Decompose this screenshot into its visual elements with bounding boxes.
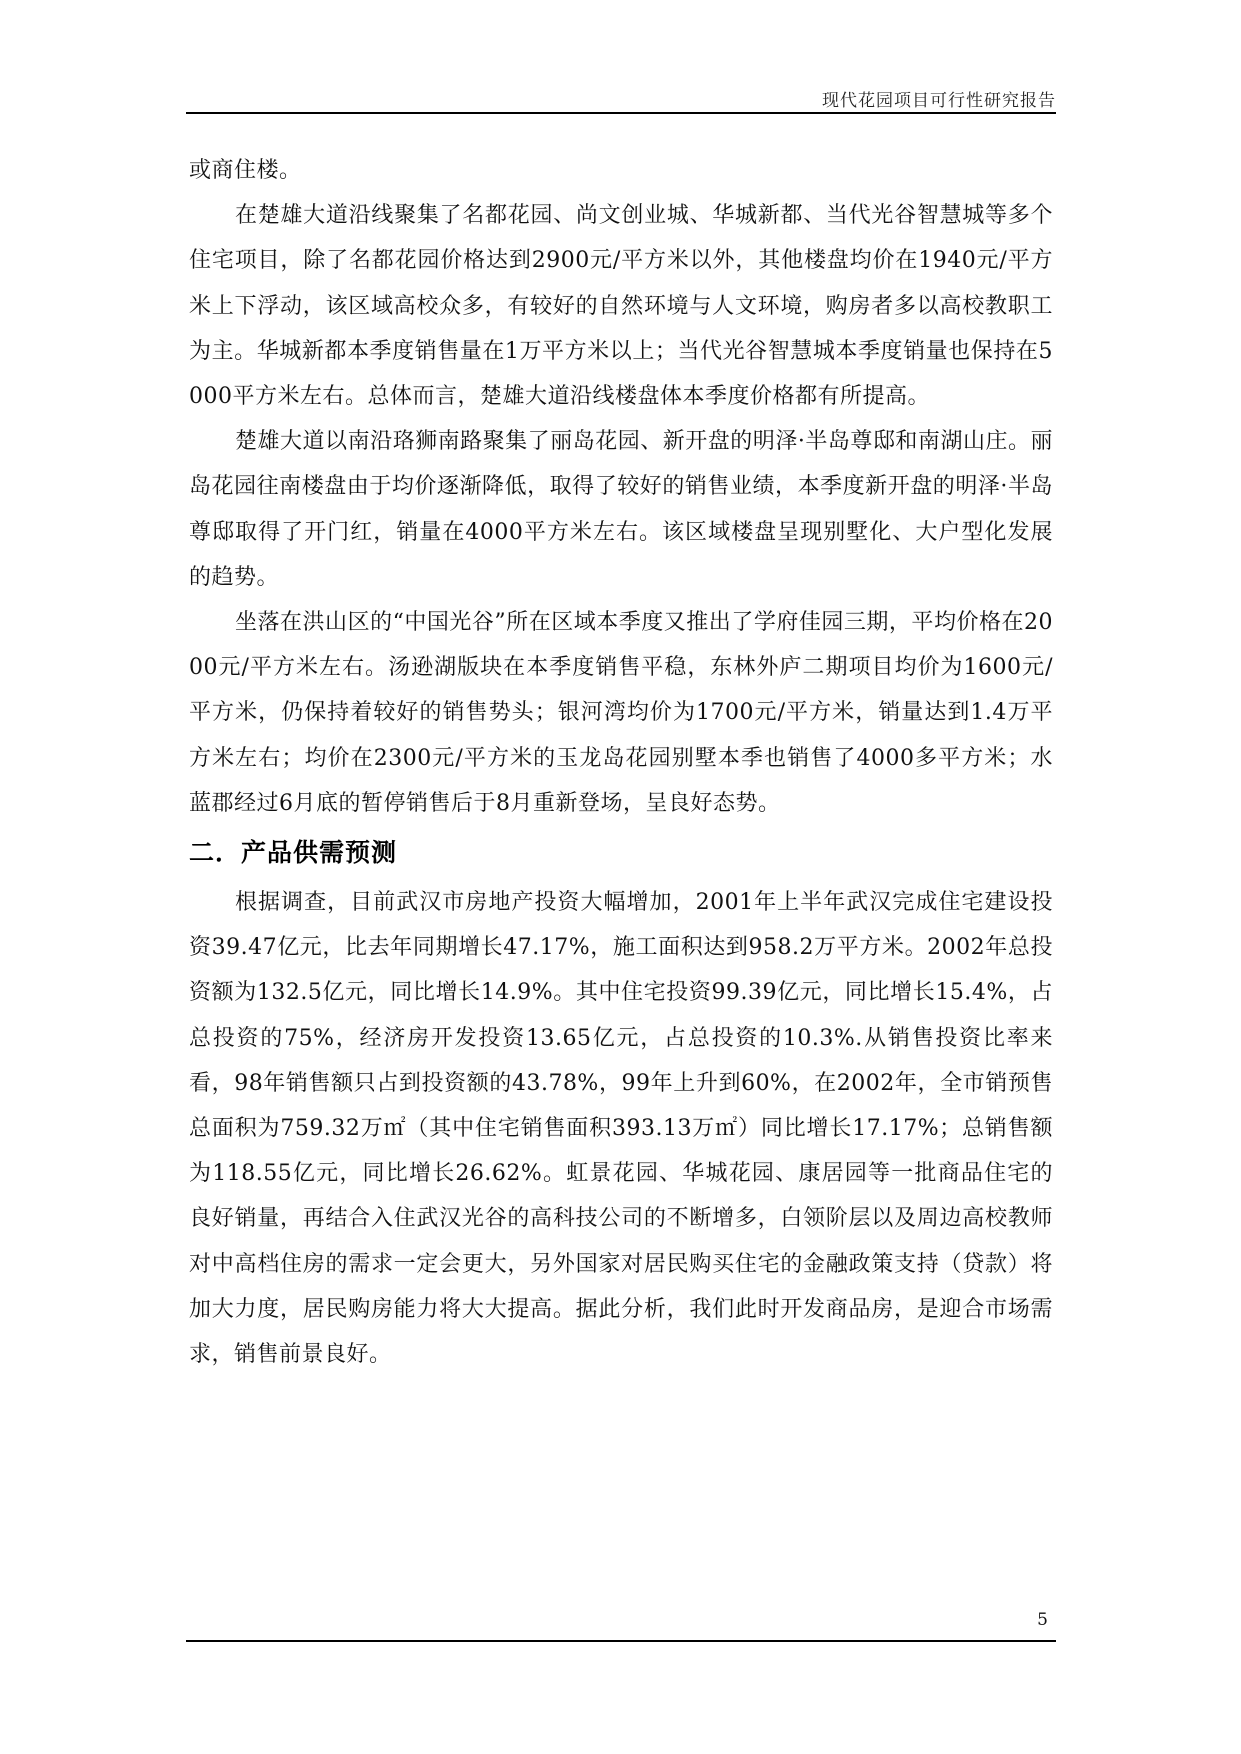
page-number: 5 (1037, 1610, 1048, 1630)
section-heading: 二．产品供需预测 (189, 838, 398, 868)
paragraph-optics-valley: 坐落在洪山区的“中国光谷”所在区域本季度又推出了学府佳园三期，平均价格在2000元/平方米左右。汤逊湖版块在本季度销售平稳，东林外庐二期项目均价为1600元/平方米，仍保持着较好的销售势头；银河湾均价为1700元/平方米，销量达到1.4万平方米左右；均价在2300元/平方米的玉龙岛花园别墅本季也销售了4000多平方米；水蓝郡经过6月底的暂停销售后于8月重新登场，呈良好态势。 (189, 610, 1053, 816)
footer-divider (186, 1640, 1056, 1642)
header-title: 现代花园项目可行性研究报告 (822, 91, 1056, 111)
page-body (189, 148, 1053, 1377)
paragraph-continuation: 或商住楼。 (189, 158, 302, 183)
paragraph-luoshi-south-road: 楚雄大道以南沿珞狮南路聚集了丽岛花园、新开盘的明泽·半岛尊邸和南湖山庄。丽岛花园往南楼盘由于均价逐渐降低，取得了较好的销售业绩，本季度新开盘的明泽·半岛尊邸取得了开门红，销量在4000平方米左右。该区域楼盘呈现别墅化、大户型化发展的趋势。 (189, 429, 1053, 590)
paragraph-chuxiong-avenue: 在楚雄大道沿线聚集了名都花园、尚文创业城、华城新都、当代光谷智慧城等多个住宅项目，除了名都花园价格达到2900元/平方米以外，其他楼盘均价在1940元/平方米上下浮动，该区域高校众多，有较好的自然环境与人文环境，购房者多以高校教职工为主。华城新都本季度销售量在1万平方米以上；当代光谷智慧城本季度销量也保持在5000平方米左右。总体而言，楚雄大道沿线楼盘体本季度价格都有所提高。 (189, 203, 1053, 410)
header-divider (186, 112, 1056, 114)
paragraph-supply-demand-forecast: 根据调查，目前武汉市房地产投资大幅增加，2001年上半年武汉完成住宅建设投资39.47亿元，比去年同期增长47.17%，施工面积达到958.2万平方米。2002年总投资额为132.5亿元，同比增长14.9%。其中住宅投资99.39亿元，同比增长15.4%，占总投资的75%，经济房开发投资13.65亿元，占总投资的10.3%.从销售投资比率来看，98年销售额只占到投资额的43.78%，99年上升到60%，在2002年，全市销预售总面积为759.32万㎡（其中住宅销售面积393.13万㎡）同比增长17.17%；总销售额为118.55亿元，同比增长26.62%。虹景花园、华城花园、康居园等一批商品住宅的良好销量，再结合入住武汉光谷的高科技公司的不断增多，白领阶层以及周边高校教师对中高档住房的需求一定会更大，另外国家对居民购买住宅的金融政策支持（贷款）将加大力度，居民购房能力将大大提高。据此分析，我们此时开发商品房，是迎合市场需求，销售前景良好。 (189, 890, 1053, 1368)
